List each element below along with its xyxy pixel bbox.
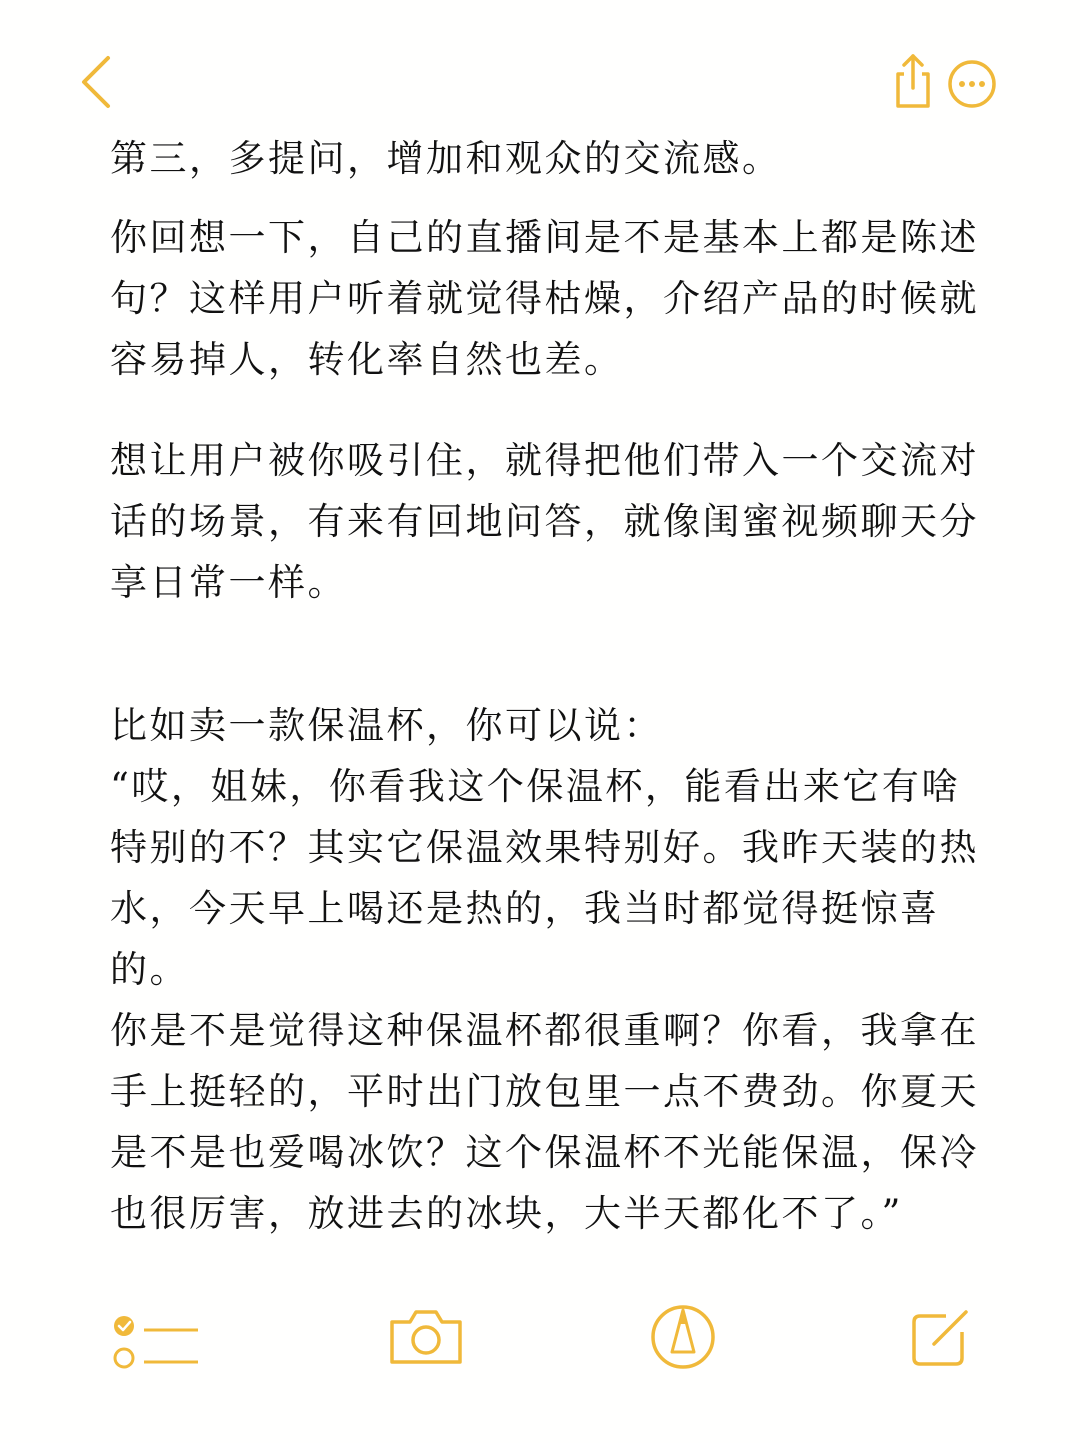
bottom-toolbar <box>0 1290 1080 1400</box>
share-icon[interactable] <box>890 52 936 110</box>
top-toolbar <box>0 0 1080 140</box>
markup-pen-icon[interactable] <box>650 1304 716 1370</box>
note-heading: 第三，多提问，增加和观众的交流感。 <box>110 137 782 180</box>
note-body[interactable] <box>110 128 990 1244</box>
note-paragraph: 你回想一下，自己的直播间是不是基本上都是陈述句？这样用户听着就觉得枯燥，介绍产品的时候就容易掉人，转化率自然也差。 <box>110 216 979 381</box>
checklist-icon[interactable] <box>110 1312 202 1372</box>
note-paragraph: 想让用户被你吸引住，就得把他们带入一个交流对话的场景，有来有回地问答，就像闺蜜视频聊天分享日常一样。 <box>110 439 979 604</box>
camera-icon[interactable] <box>388 1308 464 1366</box>
note-paragraph: 比如卖一款保温杯，你可以说： <box>110 704 663 747</box>
back-chevron-icon[interactable] <box>76 52 116 112</box>
more-options-icon[interactable] <box>946 58 998 110</box>
compose-icon[interactable] <box>910 1308 970 1368</box>
note-paragraph: 你是不是觉得这种保温杯都很重啊？你看，我拿在手上挺轻的，平时出门放包里一点不费劲。你夏天是不是也爱喝冰饮？这个保温杯不光能保温，保冷也很厉害，放进去的冰块，大半天都化不了。” <box>110 1009 979 1235</box>
note-paragraph: “哎，姐妹，你看我这个保温杯，能看出来它有啥特别的不？其实它保温效果特别好。我昨天装的热水，今天早上喝还是热的，我当时都觉得挺惊喜的。 <box>110 765 979 991</box>
